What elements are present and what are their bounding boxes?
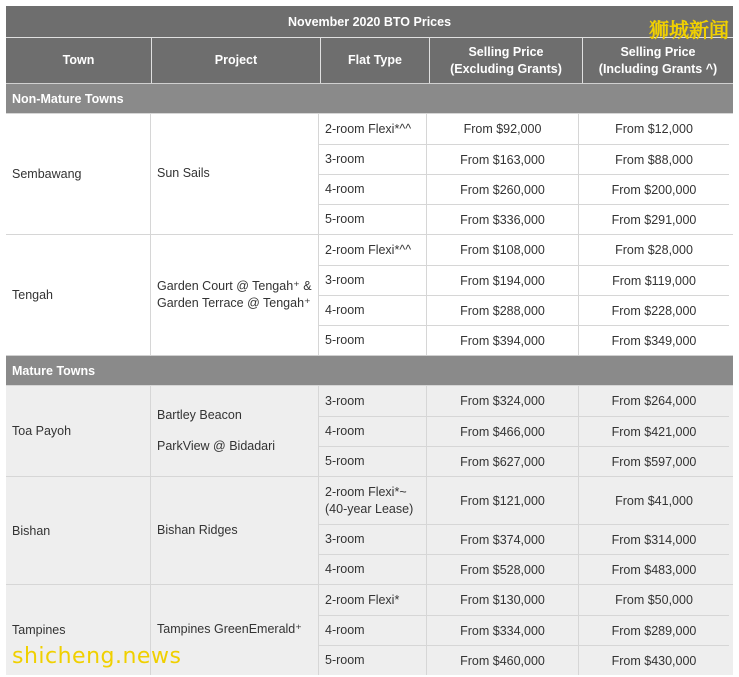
town-group xyxy=(6,385,733,476)
price-incl-grants: From $291,000 xyxy=(579,205,729,234)
flat-type-cell: 5-room xyxy=(319,447,427,476)
price-excl-grants: From $336,000 xyxy=(427,205,579,234)
table-row xyxy=(319,174,729,204)
price-incl-grants: From $119,000 xyxy=(579,266,729,295)
flat-rows xyxy=(319,585,729,675)
town-group xyxy=(6,113,733,234)
project-cell xyxy=(151,114,319,234)
town-cell: Bishan xyxy=(6,477,151,584)
price-incl-grants: From $264,000 xyxy=(611,394,697,408)
table-row xyxy=(319,477,729,524)
flat-type-cell: 3-room xyxy=(319,386,427,416)
price-excl-grants: From $324,000 xyxy=(427,386,579,416)
section-header: Non-Mature Towns xyxy=(6,83,733,113)
price-excl-grants: From $260,000 xyxy=(427,175,579,204)
bto-price-table xyxy=(6,6,733,675)
price-incl-grants: From $483,000 xyxy=(611,562,697,577)
price-incl-grants: From $41,000 xyxy=(615,493,693,508)
price-incl-grants: From $12,000 xyxy=(579,114,729,144)
price-excl-grants: From $130,000 xyxy=(427,585,579,615)
flat-type-cell: 4-room xyxy=(319,555,427,584)
price-incl-grants: From $88,000 xyxy=(579,145,729,174)
flat-type-cell: 5-room xyxy=(319,646,427,675)
table-row xyxy=(319,325,729,355)
table-row xyxy=(319,386,729,416)
project-name: Garden Court @ Tengah⁺ & xyxy=(157,278,312,293)
flat-type-cell: 5-room xyxy=(319,205,427,234)
header-flat-type: Flat Type xyxy=(320,38,429,83)
price-excl-grants: From $92,000 xyxy=(427,114,579,144)
table-row xyxy=(319,446,729,476)
watermark-chinese: 狮城新闻 xyxy=(649,18,729,42)
flat-type-cell: 4-room xyxy=(319,616,427,645)
flat-rows xyxy=(319,477,729,584)
flat-type-cell: 4-room xyxy=(319,175,427,204)
price-incl-grants: From $228,000 xyxy=(579,296,729,325)
town-cell: Tampines xyxy=(6,585,151,675)
town-group xyxy=(6,234,733,355)
table-row xyxy=(319,554,729,584)
flat-type-cell: 3-room xyxy=(319,266,427,295)
table-row xyxy=(319,265,729,295)
project-name: ParkView @ Bidadari xyxy=(157,439,276,453)
price-excl-grants: From $374,000 xyxy=(427,525,579,554)
table-row xyxy=(319,295,729,325)
header-selling-price-excl: Selling Price (Excluding Grants) xyxy=(429,38,582,83)
table-row xyxy=(319,235,729,265)
price-excl-grants: From $528,000 xyxy=(427,555,579,584)
price-excl-grants: From $394,000 xyxy=(427,326,579,355)
table-row xyxy=(319,416,729,446)
price-excl-grants: From $288,000 xyxy=(427,296,579,325)
flat-type-cell: 2-room Flexi*^^ xyxy=(319,114,427,144)
flat-type-cell: 2-room Flexi* xyxy=(319,585,427,615)
price-excl-grants: From $108,000 xyxy=(427,235,579,265)
price-incl-grants: From $289,000 xyxy=(611,623,697,638)
town-cell: Toa Payoh xyxy=(6,386,151,476)
flat-rows xyxy=(319,114,729,234)
project-name: Garden Terrace @ Tengah⁺ xyxy=(157,296,311,310)
flat-type-cell: 4-room xyxy=(319,296,427,325)
table-header-row xyxy=(6,37,733,83)
flat-type-cell: 3-room xyxy=(319,525,427,554)
town-group xyxy=(6,476,733,584)
table-row xyxy=(319,645,729,675)
project-name: Bartley Beacon xyxy=(157,407,242,422)
price-incl-grants: From $349,000 xyxy=(579,326,729,355)
table-title: November 2020 BTO Prices xyxy=(6,6,733,37)
price-incl-grants: From $28,000 xyxy=(579,235,729,265)
flat-type-cell: 5-room xyxy=(319,326,427,355)
price-incl-grants: From $314,000 xyxy=(611,532,697,547)
flat-rows xyxy=(319,235,729,355)
price-incl-grants: From $50,000 xyxy=(615,593,693,607)
flat-type-cell: 4-room xyxy=(319,417,427,446)
watermark-site: shicheng.news xyxy=(12,644,182,669)
price-incl-grants: From $200,000 xyxy=(579,175,729,204)
flat-rows xyxy=(319,386,729,476)
flat-type-cell: 2-room Flexi*^^ xyxy=(319,235,427,265)
price-incl-grants: From $430,000 xyxy=(611,653,697,668)
price-excl-grants: From $466,000 xyxy=(427,417,579,446)
price-excl-grants: From $194,000 xyxy=(427,266,579,295)
project-cell xyxy=(151,235,319,355)
town-cell: Sembawang xyxy=(6,114,151,234)
flat-type-cell: 3-room xyxy=(319,145,427,174)
project-name: Bishan Ridges xyxy=(157,522,238,537)
project-cell xyxy=(151,386,319,476)
header-selling-price-incl: Selling Price (Including Grants ^) xyxy=(582,38,733,83)
table-row xyxy=(319,615,729,645)
flat-type-cell: 2-room Flexi*~ (40-year Lease) xyxy=(319,477,427,524)
table-row xyxy=(319,144,729,174)
price-excl-grants: From $627,000 xyxy=(427,447,579,476)
table-row xyxy=(319,204,729,234)
price-excl-grants: From $121,000 xyxy=(427,477,579,524)
price-incl-grants: From $597,000 xyxy=(611,454,697,469)
project-cell xyxy=(151,477,319,584)
table-row xyxy=(319,524,729,554)
section-header: Mature Towns xyxy=(6,355,733,385)
table-row xyxy=(319,585,729,615)
price-excl-grants: From $163,000 xyxy=(427,145,579,174)
price-incl-grants: From $421,000 xyxy=(611,424,697,439)
header-town: Town xyxy=(62,53,95,68)
project-name: Sun Sails xyxy=(157,166,210,181)
price-excl-grants: From $334,000 xyxy=(427,616,579,645)
price-excl-grants: From $460,000 xyxy=(427,646,579,675)
header-project: Project xyxy=(151,38,320,83)
table-row xyxy=(319,114,729,144)
table-body xyxy=(6,83,733,675)
project-name: Tampines GreenEmerald⁺ xyxy=(157,622,302,637)
town-cell: Tengah xyxy=(6,235,151,355)
